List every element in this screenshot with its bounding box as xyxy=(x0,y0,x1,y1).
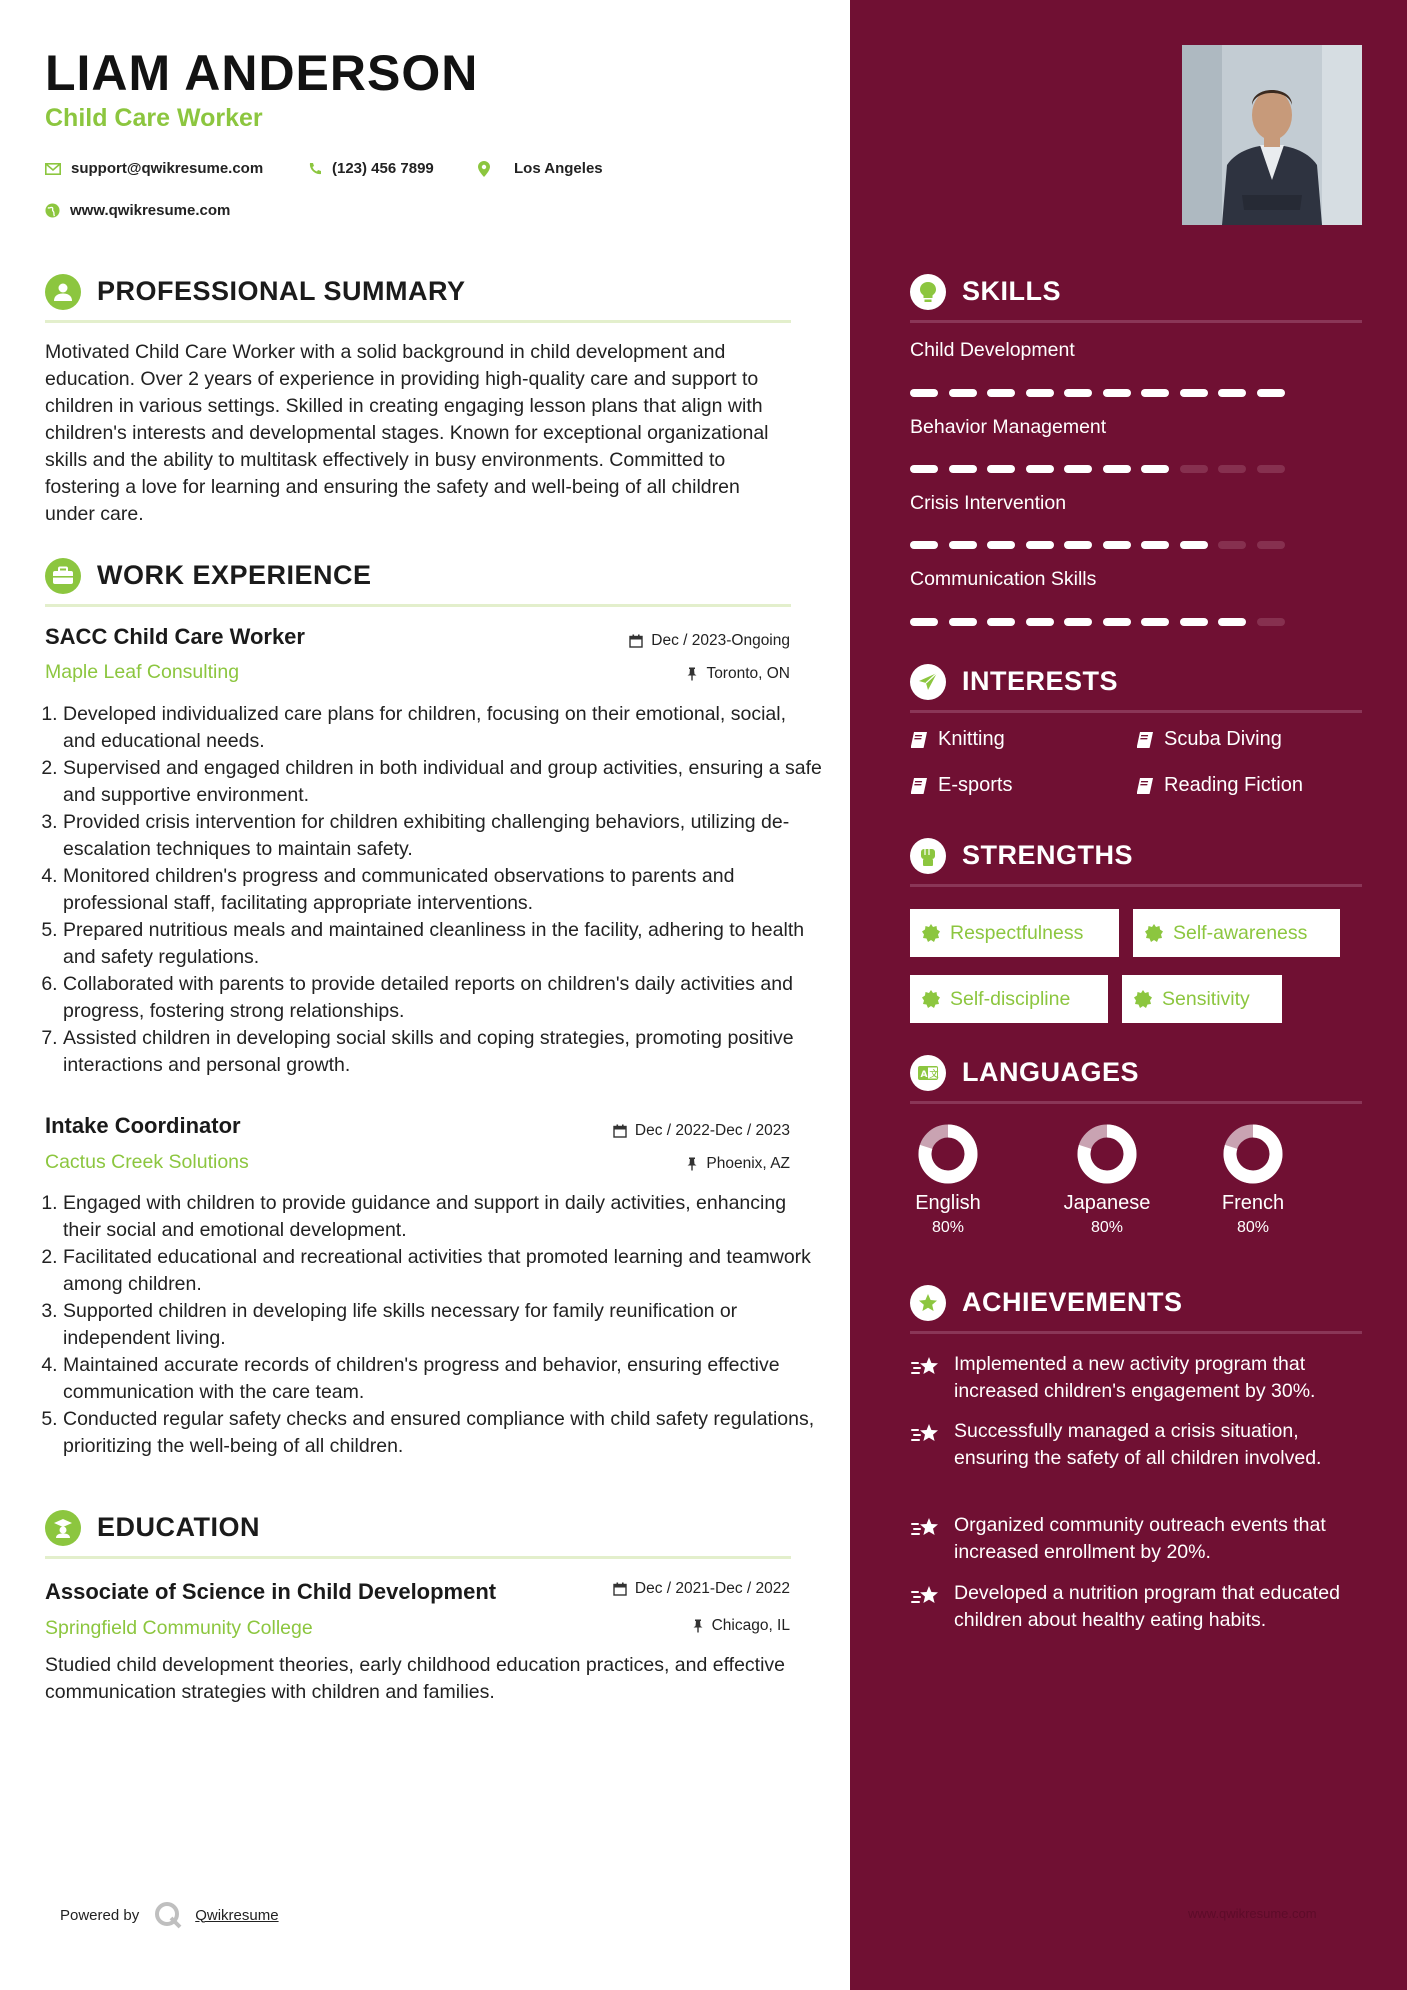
summary-section-header xyxy=(45,272,791,323)
interests-heading: INTERESTS xyxy=(962,666,1119,696)
pushpin-icon xyxy=(686,667,698,681)
skill-dot-filled xyxy=(1064,465,1092,473)
achievement-item: Organized community outreach events that increased enrollment by 20%. xyxy=(910,1512,1370,1566)
globe-icon xyxy=(45,203,60,218)
pushpin-icon xyxy=(686,1157,698,1171)
skill-dot-filled xyxy=(1218,618,1246,626)
badge-icon xyxy=(1145,924,1163,942)
sidebar xyxy=(850,0,1407,1990)
skill-dot-empty xyxy=(1180,465,1208,473)
achievements-heading: ACHIEVEMENTS xyxy=(962,1287,1183,1317)
duty-item: 1. Engaged with children to provide guidance and support in daily activities, enhancing their social and emotional development. xyxy=(63,1190,823,1244)
svg-text:A: A xyxy=(920,1070,928,1080)
duty-item: 7. Assisted children in developing social skills and coping strategies, promoting positive interactions and personal growth. xyxy=(63,1025,823,1079)
skill-dot-filled xyxy=(1180,541,1208,549)
graduate-icon xyxy=(45,1510,81,1546)
skill-dot-filled xyxy=(949,618,977,626)
language-level: 80% xyxy=(1090,1219,1124,1236)
language-item xyxy=(1208,1122,1298,1237)
skill-dot-empty xyxy=(1257,465,1285,473)
language-item xyxy=(910,1122,986,1237)
skill-dot-filled xyxy=(1103,541,1131,549)
interest-item: Knitting xyxy=(910,728,1005,751)
envelope-icon xyxy=(45,163,61,175)
skill-dot-filled xyxy=(1064,618,1092,626)
strengths-heading: STRENGTHS xyxy=(962,840,1134,870)
duty-item: 1. Developed individualized care plans for children, focusing on their emotional, social, and educational needs. xyxy=(63,701,823,755)
language-name: English xyxy=(915,1192,981,1214)
candidate-name: LIAM ANDERSON xyxy=(45,45,479,101)
skill-dot-filled xyxy=(1257,389,1285,397)
language-name: French xyxy=(1221,1192,1285,1214)
badge-icon xyxy=(922,990,940,1008)
powered-by-footer xyxy=(60,1900,279,1930)
skill-dot-filled xyxy=(949,541,977,549)
duty-item: 3. Provided crisis intervention for children exhibiting challenging behaviors, utilizing de-escalation techniques to maintain safety. xyxy=(63,809,823,863)
skill-dot-empty xyxy=(1257,618,1285,626)
skill-dot-filled xyxy=(1141,389,1169,397)
badge-icon xyxy=(1134,990,1152,1008)
summary-text: Motivated Child Care Worker with a solid background in child development and education. Over 2 years of experience in providing high-quality care and support to children in various settings. Skilled in creating engaging lesson plans that align with children's interests and developmental stages. Known for exceptional organizational skills and the ability to multitask effectively in busy environments. Committed to fostering a love for learning and ensuring the safety and well-being of all children under care. xyxy=(45,341,769,525)
shooting-star-icon xyxy=(910,1516,942,1540)
interests-section-header xyxy=(910,662,1362,713)
book-icon xyxy=(1136,731,1154,749)
skill-dot-filled xyxy=(1141,465,1169,473)
job-1-location: Toronto, ON xyxy=(686,665,790,683)
skill-dot-filled xyxy=(1103,618,1131,626)
job-2-role: Intake Coordinator xyxy=(45,1113,241,1138)
calendar-icon xyxy=(613,1124,627,1138)
watermark: www.qwikresume.com xyxy=(1188,1906,1317,1921)
skill-name: Communication Skills xyxy=(910,568,1097,590)
strength-tag: Self-awareness xyxy=(1133,909,1340,957)
interest-item: E-sports xyxy=(910,774,1012,797)
education-description: Studied child development theories, early childhood education practices, and effective communication strategies with children and families. xyxy=(45,1654,786,1703)
duty-item: 5. Conducted regular safety checks and ensured compliance with child safety regulations, prioritizing the well-being of all children. xyxy=(63,1406,823,1460)
education-section-header xyxy=(45,1508,791,1559)
languages-section-header xyxy=(910,1053,1362,1104)
skill-dot-filled xyxy=(1103,389,1131,397)
duty-item: 2. Supervised and engaged children in both individual and group activities, ensuring a safe and supportive environment. xyxy=(63,755,823,809)
language-donut xyxy=(1221,1122,1285,1186)
skill-name: Crisis Intervention xyxy=(910,492,1067,514)
qwikresume-logo-icon xyxy=(153,1900,183,1930)
skill-dot-filled xyxy=(1218,389,1246,397)
skill-dot-filled xyxy=(1064,541,1092,549)
job-2-dates: Dec / 2022-Dec / 2023 xyxy=(613,1122,790,1140)
skill-meter xyxy=(910,465,1310,473)
education-location: Chicago, IL xyxy=(692,1617,790,1635)
email-text: support@qwikresume.com xyxy=(71,160,264,177)
achievement-item: Developed a nutrition program that educated children about healthy eating habits. xyxy=(910,1580,1370,1634)
skill-dot-filled xyxy=(1026,541,1054,549)
map-pin-icon xyxy=(478,161,490,177)
skill-dot-filled xyxy=(910,389,938,397)
skill-dot-filled xyxy=(1103,465,1131,473)
experience-section-header xyxy=(45,556,791,607)
skill-meter xyxy=(910,541,1310,549)
contact-website[interactable] xyxy=(45,202,230,219)
education-school: Springfield Community College xyxy=(45,1617,313,1639)
strength-tag: Self-discipline xyxy=(910,975,1108,1023)
candidate-title: Child Care Worker xyxy=(45,104,263,132)
strength-tag: Sensitivity xyxy=(1122,975,1282,1023)
powered-by-label: Powered by xyxy=(60,1906,140,1924)
skill-dot-empty xyxy=(1218,465,1246,473)
duty-item: 6. Collaborated with parents to provide detailed reports on children's daily activities and progress, fostering strong relationships. xyxy=(63,971,823,1025)
skills-heading: SKILLS xyxy=(962,276,1062,306)
skill-dot-filled xyxy=(1180,389,1208,397)
skill-dot-filled xyxy=(1026,618,1054,626)
skill-dot-filled xyxy=(1141,541,1169,549)
star-badge-icon xyxy=(910,1285,946,1321)
duty-item: 4. Maintained accurate records of children's progress and behavior, ensuring effective communication with the care team. xyxy=(63,1352,823,1406)
skill-dot-filled xyxy=(987,389,1015,397)
skill-dot-filled xyxy=(1180,618,1208,626)
job-1-dates: Dec / 2023-Ongoing xyxy=(629,632,790,650)
translate-icon xyxy=(910,1055,946,1091)
contact-phone[interactable] xyxy=(308,160,434,177)
skill-dot-filled xyxy=(910,465,938,473)
job-2-company: Cactus Creek Solutions xyxy=(45,1151,249,1173)
skill-name: Child Development xyxy=(910,339,1075,361)
achievement-item: Implemented a new activity program that increased children's engagement by 30%. xyxy=(910,1351,1370,1405)
phone-text: (123) 456 7899 xyxy=(332,160,434,177)
duty-item: 2. Facilitated educational and recreational activities that promoted learning and teamwork among children. xyxy=(63,1244,823,1298)
briefcase-icon xyxy=(45,558,81,594)
languages-heading: LANGUAGES xyxy=(962,1057,1140,1087)
education-heading: EDUCATION xyxy=(97,1512,260,1542)
calendar-icon xyxy=(613,1582,627,1596)
skill-meter xyxy=(910,618,1310,626)
skill-dot-filled xyxy=(949,389,977,397)
skill-dot-filled xyxy=(987,618,1015,626)
skill-dot-filled xyxy=(1064,389,1092,397)
job-1-duties xyxy=(33,701,823,1079)
language-donut xyxy=(1075,1122,1139,1186)
achievements-section-header xyxy=(910,1283,1362,1334)
pushpin-icon xyxy=(692,1619,704,1633)
education-degree: Associate of Science in Child Development xyxy=(45,1579,497,1604)
achievement-item: Successfully managed a crisis situation, ensuring the safety of all children involved. xyxy=(910,1418,1370,1472)
book-icon xyxy=(910,731,928,749)
skill-dot-empty xyxy=(1257,541,1285,549)
profile-photo xyxy=(1182,45,1362,225)
language-level: 80% xyxy=(1236,1219,1270,1236)
skill-dot-filled xyxy=(910,541,938,549)
interest-item: Scuba Diving xyxy=(1136,728,1282,751)
duty-item: 3. Supported children in developing life skills necessary for family reunification or independent living. xyxy=(63,1298,823,1352)
language-name: Japanese xyxy=(1063,1192,1151,1214)
shooting-star-icon xyxy=(910,1422,942,1446)
qwikresume-link[interactable]: Qwikresume xyxy=(195,1906,279,1924)
phone-icon xyxy=(308,162,322,176)
language-level: 80% xyxy=(931,1219,965,1236)
website-text: www.qwikresume.com xyxy=(70,202,231,219)
job-1-role: SACC Child Care Worker xyxy=(45,624,305,649)
svg-text:文: 文 xyxy=(929,1070,939,1080)
lightbulb-icon xyxy=(910,274,946,310)
skill-dot-filled xyxy=(987,541,1015,549)
duty-item: 5. Prepared nutritious meals and maintained cleanliness in the facility, adhering to health and safety regulations. xyxy=(63,917,823,971)
skill-dot-filled xyxy=(949,465,977,473)
skill-dot-filled xyxy=(1026,465,1054,473)
interest-item: Reading Fiction xyxy=(1136,774,1303,797)
calendar-icon xyxy=(629,634,643,648)
job-1-company: Maple Leaf Consulting xyxy=(45,661,240,683)
user-icon xyxy=(45,274,81,310)
location-text: Los Angeles xyxy=(514,160,603,177)
skills-section-header xyxy=(910,272,1362,323)
language-item xyxy=(1059,1122,1155,1237)
skill-dot-filled xyxy=(987,465,1015,473)
skill-dot-filled xyxy=(910,618,938,626)
strength-tag: Respectfulness xyxy=(910,909,1119,957)
skill-dot-filled xyxy=(1026,389,1054,397)
paper-plane-icon xyxy=(910,664,946,700)
skill-meter xyxy=(910,389,1310,397)
skill-name: Behavior Management xyxy=(910,416,1107,438)
job-2-location: Phoenix, AZ xyxy=(686,1155,790,1173)
book-icon xyxy=(1136,777,1154,795)
skill-dot-empty xyxy=(1218,541,1246,549)
experience-heading: WORK EXPERIENCE xyxy=(97,560,372,590)
summary-heading: PROFESSIONAL SUMMARY xyxy=(97,276,466,306)
book-icon xyxy=(910,777,928,795)
education-dates: Dec / 2021-Dec / 2022 xyxy=(613,1580,790,1598)
shooting-star-icon xyxy=(910,1355,942,1379)
badge-icon xyxy=(922,924,940,942)
shooting-star-icon xyxy=(910,1584,942,1608)
language-donut xyxy=(916,1122,980,1186)
fist-icon xyxy=(910,838,946,874)
strengths-section-header xyxy=(910,836,1362,887)
contact-email[interactable] xyxy=(45,160,263,177)
duty-item: 4. Monitored children's progress and communicated observations to parents and professional staff, facilitating appropriate interventions. xyxy=(63,863,823,917)
job-2-duties xyxy=(33,1190,823,1460)
skill-dot-filled xyxy=(1141,618,1169,626)
contact-location xyxy=(478,160,603,177)
